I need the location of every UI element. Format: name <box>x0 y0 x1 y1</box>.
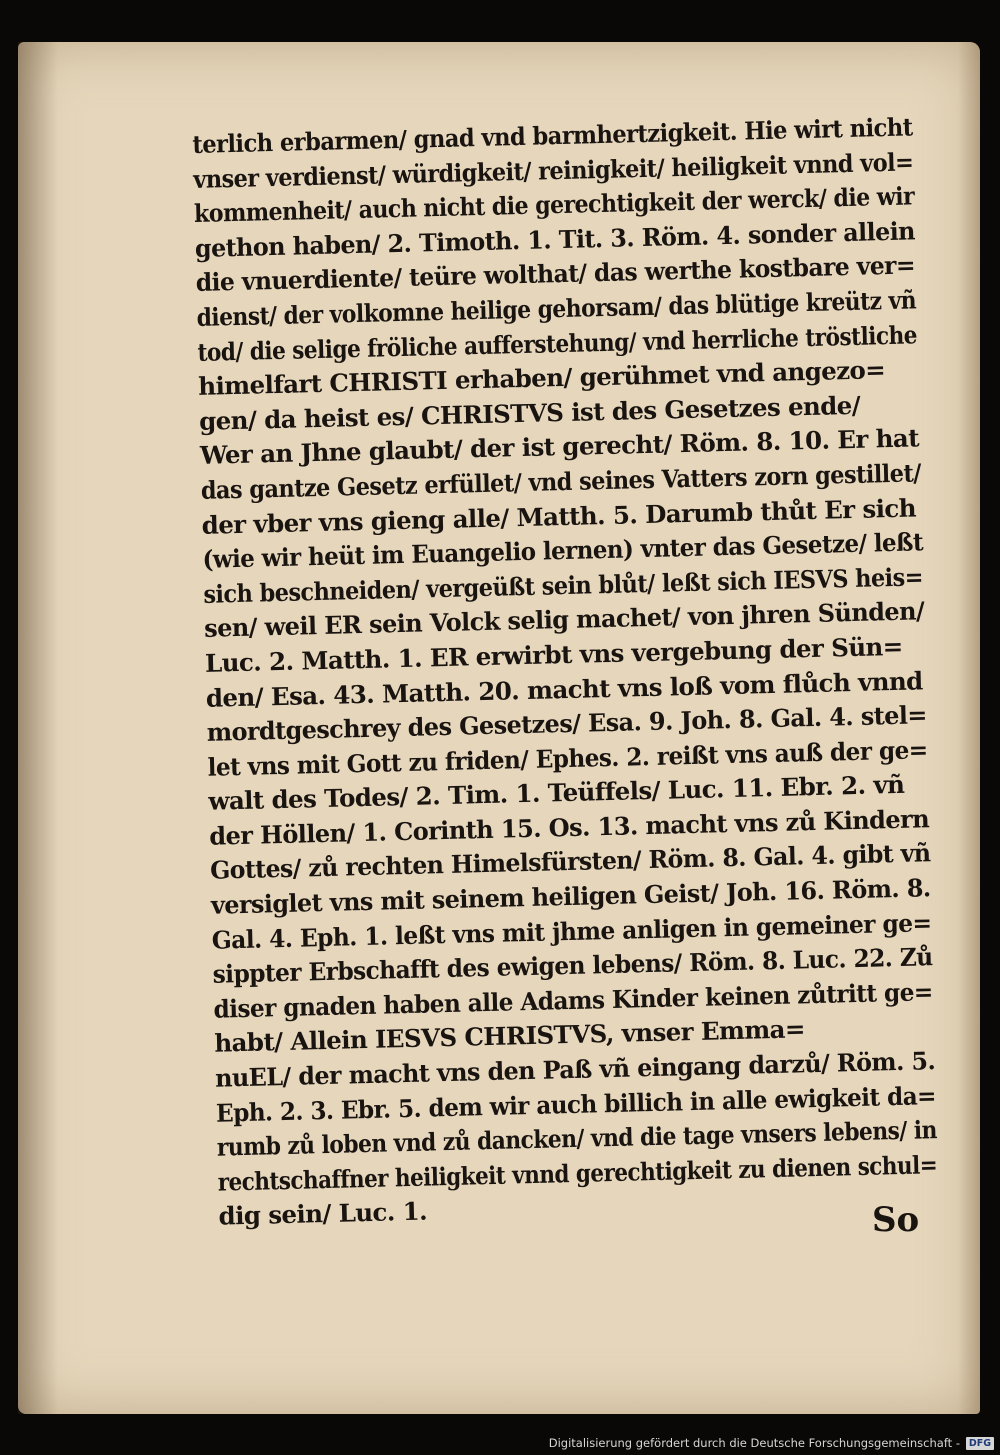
text-line: vnser verdienst/ würdigkeit/ reinigkeit/ heiligkeit vnnd vol= <box>192 146 914 194</box>
text-line: Eph. 2. 3. Ebr. 5. dem wir auch billich in alle ewigkeit da= <box>215 1080 937 1128</box>
page-edge <box>958 42 980 1414</box>
text-line: Luc. 2. Matth. 1. ER erwirbt vns vergebung der Sün= <box>204 631 903 678</box>
text-line: gethon haben/ 2. Timoth. 1. Tit. 3. Röm. 4. sonder allein <box>194 216 916 263</box>
dfg-logo-icon: DFG <box>966 1437 994 1450</box>
text-line: nuEL/ der macht vns den Paß vñ eingang darzů/ Röm. 5. <box>214 1046 936 1093</box>
text-line: terlich erbarmen/ gnad vnd barmhertzigkeit. Hie wirt nicht <box>192 112 913 159</box>
text-line: himelfart CHRISTI erhaben/ gerühmet vnd angezo= <box>197 355 886 402</box>
text-line: gen/ da heist es/ CHRISTVS ist des Gesetzes ende/ <box>198 390 861 436</box>
gutter-shadow <box>18 42 58 1414</box>
text-line: mordtgeschrey des Gesetzes/ Esa. 9. Joh. 8. Gal. 4. stel= <box>206 700 928 747</box>
text-line: der vber vns gieng alle/ Matth. 5. Darumb thůt Er sich <box>201 492 917 540</box>
text-line: diser gnaden haben alle Adams Kinder keinen zůtritt ge= <box>213 977 934 1024</box>
text-line: (wie wir heüt im Euangelio lernen) vnter das Gesetze/ leßt <box>202 527 924 574</box>
text-line: habt/ Allein IESVS CHRISTVS, vnser Emma= <box>214 1014 806 1059</box>
text-line: dig sein/ Luc. 1. <box>218 1196 428 1232</box>
footer-bar <box>0 1429 1000 1455</box>
text-line: let vns mit Gott zu friden/ Ephes. 2. reißt vns auß der ge= <box>207 734 928 782</box>
text-line: kommenheit/ auch nicht die gerechtigkeit der werck/ die wir <box>193 181 915 229</box>
text-line: versiglet vns mit seinem heiligen Geist/ Joh. 16. Röm. 8. <box>210 873 931 920</box>
text-line: tod/ die selige fröliche aufferstehung/ vnd herrliche tröstliche <box>197 319 918 367</box>
text-line: rechtschaffner heiligkeit vnnd gerechtigkeit zu dienen schul= <box>217 1149 938 1197</box>
text-line: sen/ weil ER sein Volck selig machet/ von jhren Sünden/ <box>203 596 925 644</box>
text-line: sich beschneiden/ vergeüßt sein blůt/ leßt sich IESVS heis= <box>203 562 924 609</box>
text-line: dienst/ der volkomne heilige gehorsam/ das blütige kreütz vñ <box>196 285 917 332</box>
text-line: sippter Erbschafft des ewigen lebens/ Röm. 8. Luc. 22. Zů <box>212 942 933 989</box>
text-line: Gottes/ zů rechten Himelsfürsten/ Röm. 8. Gal. 4. gibt vñ <box>209 838 931 886</box>
body-text <box>192 110 939 1234</box>
text-line: Gal. 4. Eph. 1. leßt vns mit jhme anligen in gemeiner ge= <box>211 907 932 955</box>
text-line: der Höllen/ 1. Corinth 15. Os. 13. macht vns zů Kindern <box>208 804 930 851</box>
text-line: die vnuerdiente/ teüre wolthat/ das werthe kostbare ver= <box>195 250 916 298</box>
text-line: walt des Todes/ 2. Tim. 1. Teüffels/ Luc. 11. Ebr. 2. vñ <box>208 770 905 817</box>
funding-credit: Digitalisierung gefördert durch die Deutsche Forschungsgemeinschaft - <box>548 1436 960 1450</box>
text-line: Wer an Jhne glaubt/ der ist gerecht/ Röm. 8. 10. Er hat <box>199 423 920 471</box>
text-line: das gantze Gesetz erfüllet/ vnd seines Vatters zorn gestillet/ <box>200 458 922 505</box>
text-line: rumb zů loben vnd zů dancken/ vnd die tage vnsers lebens/ in <box>216 1115 938 1162</box>
text-line: den/ Esa. 43. Matth. 20. macht vns loß vom flůch vnnd <box>205 665 923 713</box>
catchword: So <box>872 1200 920 1240</box>
